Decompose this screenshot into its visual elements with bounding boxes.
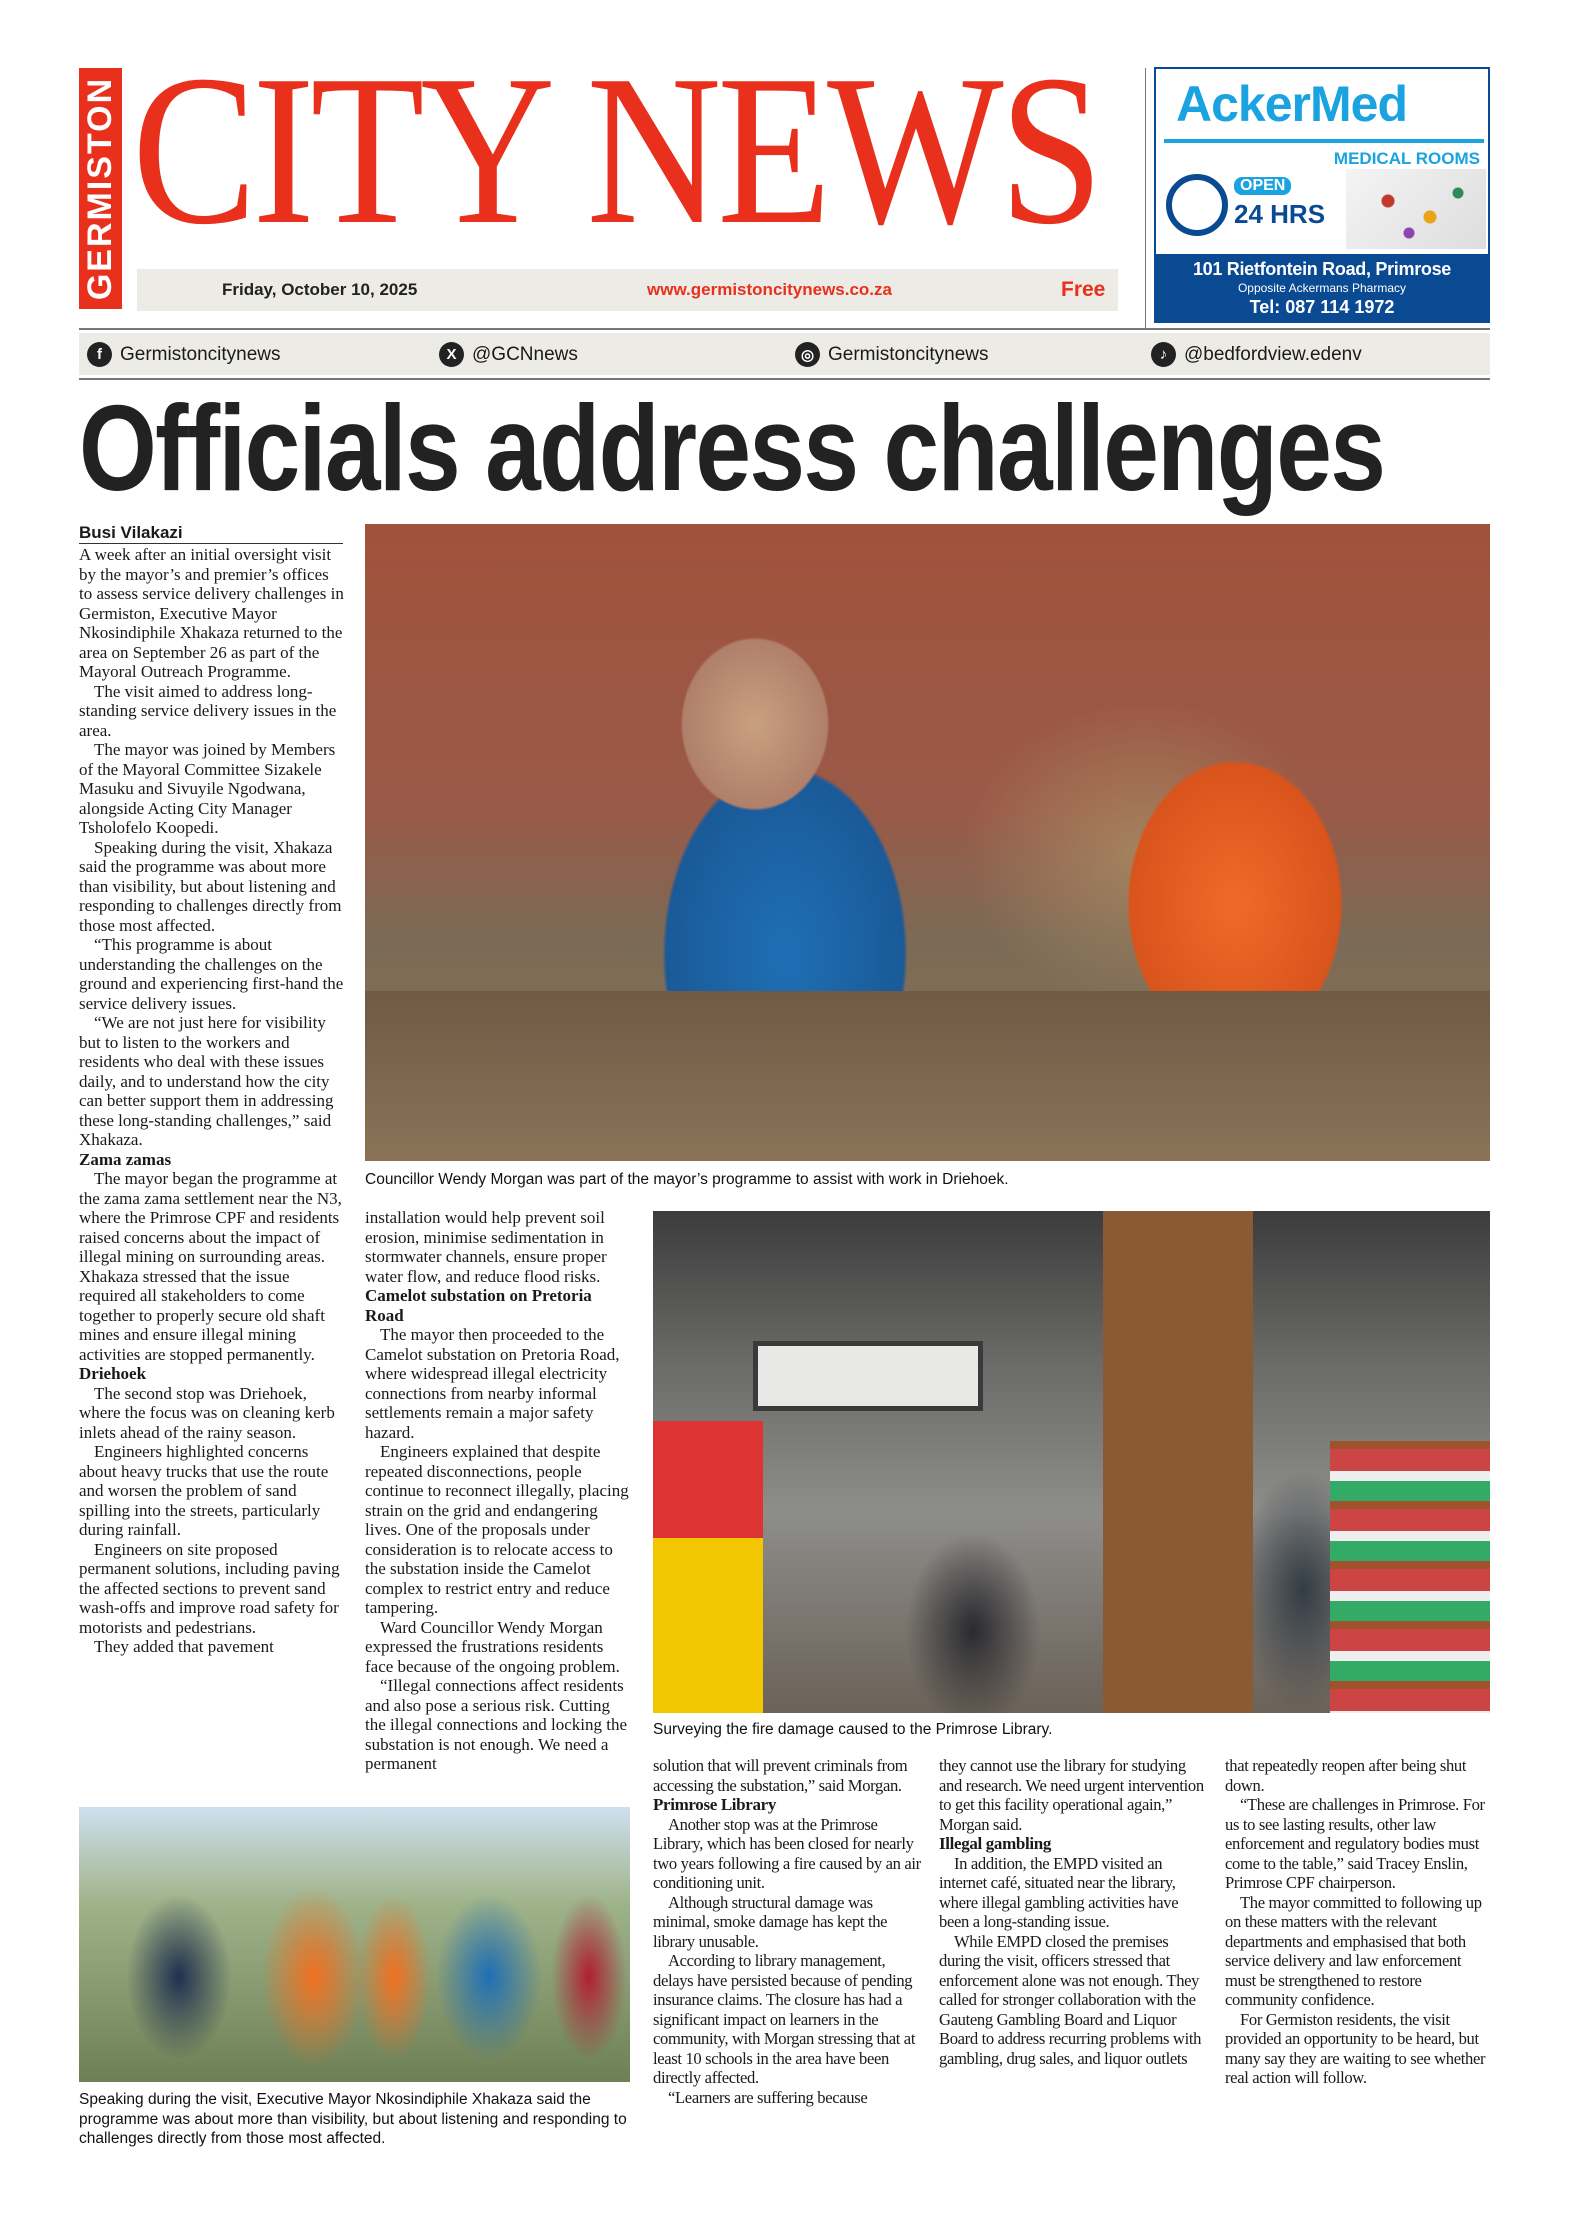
paragraph: Speaking during the visit, Xhakaza said the programme was about more than visibility, but about listening and responding to challenges directly from those most affected. [79,837,342,935]
paragraph: According to library management, delays have persisted because of pending insurance claims. The closure has had a significant impact on learners in the community, with Morgan stressing that at least 10 schools in the area have been directly affected. [653,1951,916,2087]
pills-image [1346,169,1486,249]
masthead-title: CITY NEWS [132,30,1099,269]
photo-caption: Surveying the fire damage caused to the Primrose Library. [653,1721,1053,1738]
paragraph: Although structural damage was minimal, smoke damage has kept the library unusable. [653,1892,888,1951]
paragraph: that repeatedly reopen after being shut down. [1225,1756,1467,1795]
paragraph: They added that pavement [94,1637,274,1656]
social-handle: Germistoncitynews [828,343,989,365]
ad-phone: Tel: 087 114 1972 [1249,297,1395,317]
social-handle: Germistoncitynews [120,343,281,365]
paragraph: “These are challenges in Primrose. For us to see lasting results, other law enforcement and regulatory bodies must come to the table,” said Tracey Enslin, Primrose CPF chairperson. [1225,1795,1485,1892]
paragraph: Engineers highlighted concerns about heavy trucks that use the route and worsen the problem of sand spilling into the streets, particularly during rainfall. [79,1442,329,1539]
date-bar [137,269,1118,311]
photo-caption: Speaking during the visit, Executive Mayor Nkosindiphile Xhakaza said the programme was about more than visibility, but about listening and responding to challenges directly from those most affected. [79,2091,627,2147]
social-facebook[interactable] [87,342,281,367]
ad-brand: AckerMed [1176,76,1407,132]
paragraph: While EMPD closed the premises during the visit, officers stressed that enforcement alone was not enough. They called for stronger collaboration with the Gauteng Gambling Board and Liquor Board to address recurring problems with gambling, drug sales, and liquor outlets [939,1931,1202,2068]
photo-driehoek-work [365,524,1490,1161]
heartbeat-line-icon [1164,139,1484,143]
paragraph: “Illegal connections affect residents and also pose a serious risk. Cutting the illegal connections and locking the substation is not enough. We need a permanent [365,1676,628,1773]
byline: Busi Vilakazi [79,523,343,544]
paragraph: Ward Councillor Wendy Morgan expressed the frustrations residents face because of the ongoing problem. [365,1617,620,1676]
paragraph: The second stop was Driehoek, where the focus was on cleaning kerb inlets ahead of the rainy season. [79,1383,335,1442]
ad-address: 101 Rietfontein Road, Primrose [1192,259,1452,279]
germiston-vertical-label [79,68,122,309]
paragraph: Engineers on site proposed permanent solutions, including paving the affected sections to prevent sand wash-offs and improve road safety for motorists and pedestrians. [79,1539,340,1637]
ad-hours: 24 HRS [1234,199,1326,229]
tiktok-icon: ♪ [1151,342,1176,367]
ad-contact-panel [1156,254,1488,323]
paragraph: “Learners are suffering because [668,2087,868,2107]
subheading: Illegal gambling [939,1834,1051,1853]
social-x[interactable] [439,342,578,367]
paragraph: they cannot use the library for studying and research. We need urgent intervention to get this facility operational again,” Morgan said. [939,1756,1204,1834]
subheading: Camelot substation on Pretoria Road [365,1286,592,1325]
article-column-3 [653,1756,921,2107]
photo-primrose-library [653,1211,1490,1713]
article-headline: Officials address challenges [79,380,1385,516]
photo-caption: Councillor Wendy Morgan was part of the mayor’s programme to assist with work in Driehoek. [365,1171,1009,1188]
article-column-4 [939,1756,1207,2068]
paragraph: The mayor was joined by Members of the Mayoral Committee Sizakele Masuku and Sivuyile Ngodwana, alongside Acting City Manager Tsholofelo Koopedi. [79,740,336,837]
social-handle: @GCNnews [472,343,578,365]
paragraph: installation would help prevent soil erosion, minimise sedimentation in stormwater channels, ensure proper water flow, and reduce flood risks. [365,1208,607,1286]
paragraph: “This programme is about understanding the challenges on the ground and experiencing first-hand the service delivery issues. [79,935,344,1013]
article-column-2 [365,1208,633,1774]
article-column-5 [1225,1756,1493,2088]
paragraph: Another stop was at the Primrose Library, which has been closed for nearly two years following a fire caused by an air conditioning unit. [653,1814,921,1892]
paragraph: Engineers explained that despite repeated disconnections, people continue to reconnect illegally, placing strain on the grid and endangering lives. One of the proposals under consideration is to relocate access to the substation inside the Camelot complex to restrict entry and reduce tampering. [365,1442,629,1617]
paragraph: The mayor then proceeded to the Camelot substation on Pretoria Road, where widespread illegal electricity connections from nearby informal settlements remain a major safety hazard. [365,1325,620,1442]
subheading: Primrose Library [653,1795,776,1814]
stopwatch-icon [1166,174,1228,236]
subheading: Zama zamas [79,1149,172,1169]
paragraph: For Germiston residents, the visit provided an opportunity to be heard, but many say they are waiting to see whether real action will follow. [1225,2009,1486,2087]
price-label: Free [1061,278,1106,301]
ad-open-label: OPEN [1234,177,1291,195]
ackermed-advertisement[interactable] [1154,67,1490,323]
ad-subtitle: MEDICAL ROOMS [1333,149,1480,168]
region-label: GERMISTON [81,76,119,301]
photo-mayor-visit [79,1807,630,2082]
social-bar [79,333,1490,375]
divider [79,328,1490,330]
facebook-icon: f [87,342,112,367]
paragraph: solution that will prevent criminals from accessing the substation,” said Morgan. [653,1756,908,1795]
social-tiktok[interactable] [1151,342,1362,367]
divider [1145,68,1146,330]
x-icon: X [439,342,464,367]
paragraph: A week after an initial oversight visit by the mayor’s and premier’s offices to assess service delivery challenges in Germiston, Executive Mayor Nkosindiphile Xhakaza returned to the area on September 26 as part of the Mayoral Outreach Programme. [79,545,344,681]
instagram-icon: ◎ [795,342,820,367]
paragraph: In addition, the EMPD visited an internet café, situated near the library, where illegal gambling activities have been a long-standing issue. [939,1853,1179,1931]
paragraph: “We are not just here for visibility but to listen to the workers and residents who deal with these issues daily, and to understand how the city can better support them in addressing these long-standing challenges,” said Xhakaza. [79,1013,334,1149]
paragraph: The visit aimed to address long-standing service delivery issues in the area. [79,681,337,740]
subheading: Driehoek [79,1364,147,1383]
ad-landmark: Opposite Ackermans Pharmacy [1237,281,1407,295]
social-handle: @bedfordview.edenv [1184,343,1362,365]
paragraph: The mayor began the programme at the zama zama settlement near the N3, where the Primrose CPF and residents raised concerns about the impact of illegal mining on surrounding areas. Xhakaza stressed that the issue required all stakeholders to come together to properly secure old shaft mines and ensure illegal mining activities are stopped permanently. [79,1169,342,1364]
paragraph: The mayor committed to following up on these matters with the relevant departments and emphasised that both service delivery and law enforcement must be strengthened to restore community confidence. [1225,1892,1482,2009]
website-link[interactable]: www.germistoncitynews.co.za [647,280,892,299]
social-instagram[interactable] [795,342,989,367]
article-column-1 [79,545,345,1657]
issue-date: Friday, October 10, 2025 [222,280,418,299]
